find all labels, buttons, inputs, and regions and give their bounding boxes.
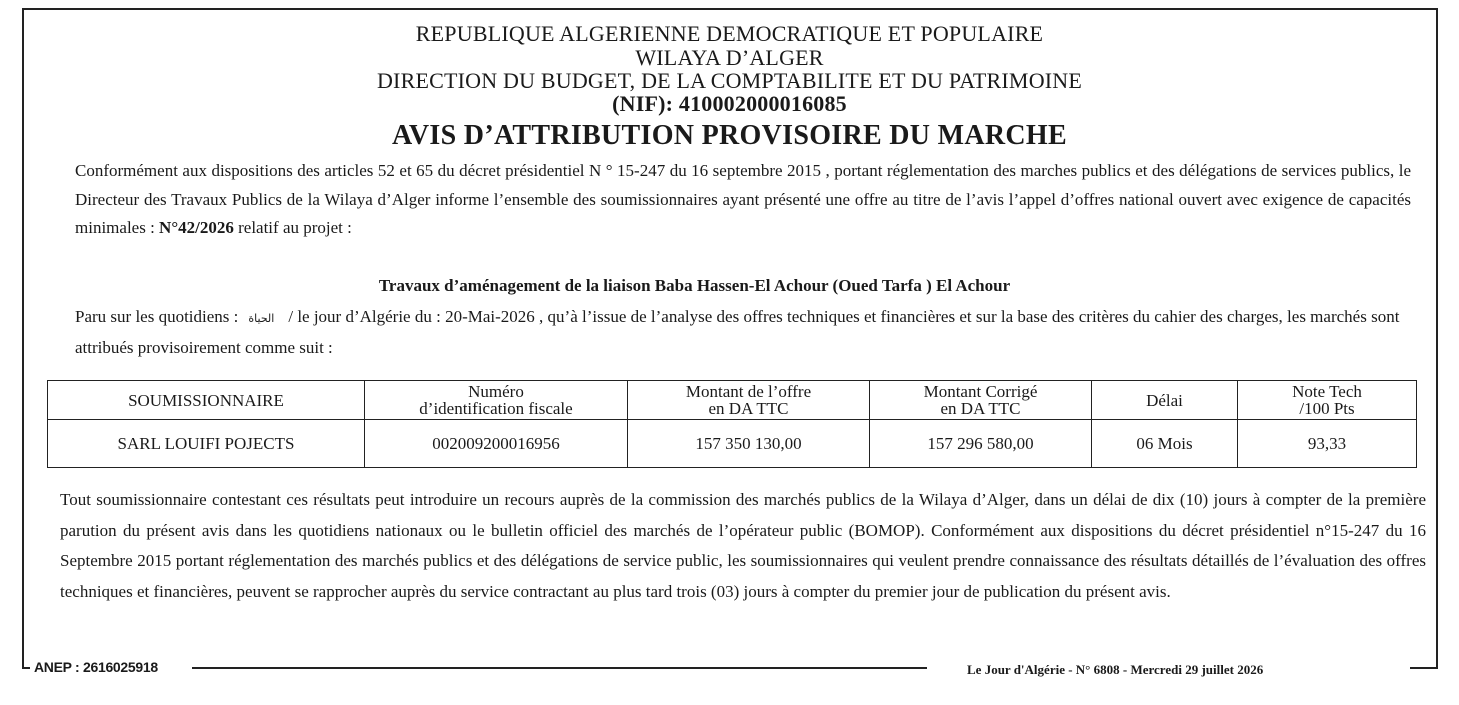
intro-tail: relatif au projet : [233, 218, 352, 237]
header-wilaya: WILAYA D’ALGER [635, 45, 824, 70]
col-header-bidder: SOUMISSIONNAIRE [48, 381, 365, 420]
table-header-row [48, 381, 1417, 420]
col-header-corrected-line2: en DA TTC [940, 399, 1021, 418]
cell-corrected-amount: 157 296 580,00 [870, 420, 1092, 468]
cell-delay: 06 Mois [1092, 420, 1238, 468]
journal-reference: Le Jour d'Algérie - N° 6808 - Mercredi 29 juillet 2026 [967, 662, 1264, 677]
col-header-score-line2: /100 Pts [1299, 399, 1355, 418]
table-row [48, 420, 1417, 468]
frame-border-top [22, 8, 1438, 10]
anep-reference: ANEP : 2616025918 [34, 659, 158, 675]
arabic-newspaper-name: الحياة [248, 312, 275, 325]
frame-border-bottom [1410, 667, 1438, 669]
publication-paragraph [75, 303, 1411, 362]
col-header-nif-line1: Numéro [468, 382, 524, 401]
cell-offer-amount: 157 350 130,00 [628, 420, 870, 468]
publication-text: / le jour d’Algérie du : 20-Mai-2026 , qu’à l’issue de l’analyse des offres techniques et financières et sur la base des critères du cahier des charges, les marchés sont attribués provisoirement comme suit : [75, 307, 1400, 357]
intro-paragraph [75, 157, 1411, 243]
frame-border-bottom [22, 667, 30, 669]
frame-border-bottom [192, 667, 927, 669]
publication-prefix: Paru sur les quotidiens : [75, 307, 239, 326]
col-header-offer [628, 381, 870, 420]
cell-tech-score: 93,33 [1238, 420, 1417, 468]
header-direction: DIRECTION DU BUDGET, DE LA COMPTABILITE ET DU PATRIMOINE [376, 68, 1083, 93]
col-header-delay: Délai [1092, 381, 1238, 420]
notice-title: AVIS D’ATTRIBUTION PROVISOIRE DU MARCHE [392, 120, 1067, 151]
tender-number: N°42/2026 [159, 218, 234, 237]
header-nif: (NIF): 410002000016085 [612, 91, 847, 116]
cell-nif: 002009200016956 [365, 420, 628, 468]
col-header-offer-line2: en DA TTC [708, 399, 789, 418]
appeal-paragraph: Tout soumissionnaire contestant ces résultats peut introduire un recours auprès de la commission des marchés publics de la Wilaya d’Alger, dans un délai de dix (10) jours à compter de la première parution du présent avis dans les quotidiens nationaux ou le bulletin officiel des marchés de l’opérateur public (BOMOP). Conformément aux dispositions du décret présidentiel n°15-247 du 16 Septembre 2015 portant réglementation des marchés publics et des délégations de service public, les soumissionnaires qui veulent prendre connaissance des résultats détaillés de l’évaluation des offres techniques et financières, peuvent se rapprocher auprès du service contractant au plus tard trois (03) jours à compter du premier jour de publication du présent avis. [60, 490, 1426, 601]
col-header-corrected-line1: Montant Corrigé [923, 382, 1038, 401]
project-title: Travaux d’aménagement de la liaison Baba Hassen-El Achour (Oued Tarfa ) El Achour [378, 276, 1011, 295]
col-header-offer-line1: Montant de l’offre [685, 382, 812, 401]
col-header-score-line1: Note Tech [1292, 382, 1362, 401]
col-header-score [1238, 381, 1417, 420]
col-header-nif-line2: d’identification fiscale [419, 399, 573, 418]
col-header-nif [365, 381, 628, 420]
intro-text: Conformément aux dispositions des articles 52 et 65 du décret présidentiel N ° 15-247 du 16 septembre 2015 , portant réglementation des marches publics et des délégations de services publics, le Directeur des Travaux Publics de la Wilaya d’Alger informe l’ensemble des soumissionnaires ayant présenté une offre au titre de l’avis l’appel d’offres national ouvert avec exigence de capacités minimales : [75, 161, 1411, 237]
header-republic: REPUBLIQUE ALGERIENNE DEMOCRATIQUE ET POPULAIRE [415, 21, 1044, 46]
col-header-corrected [870, 381, 1092, 420]
cell-bidder: SARL LOUIFI POJECTS [48, 420, 365, 468]
results-table [47, 380, 1417, 468]
